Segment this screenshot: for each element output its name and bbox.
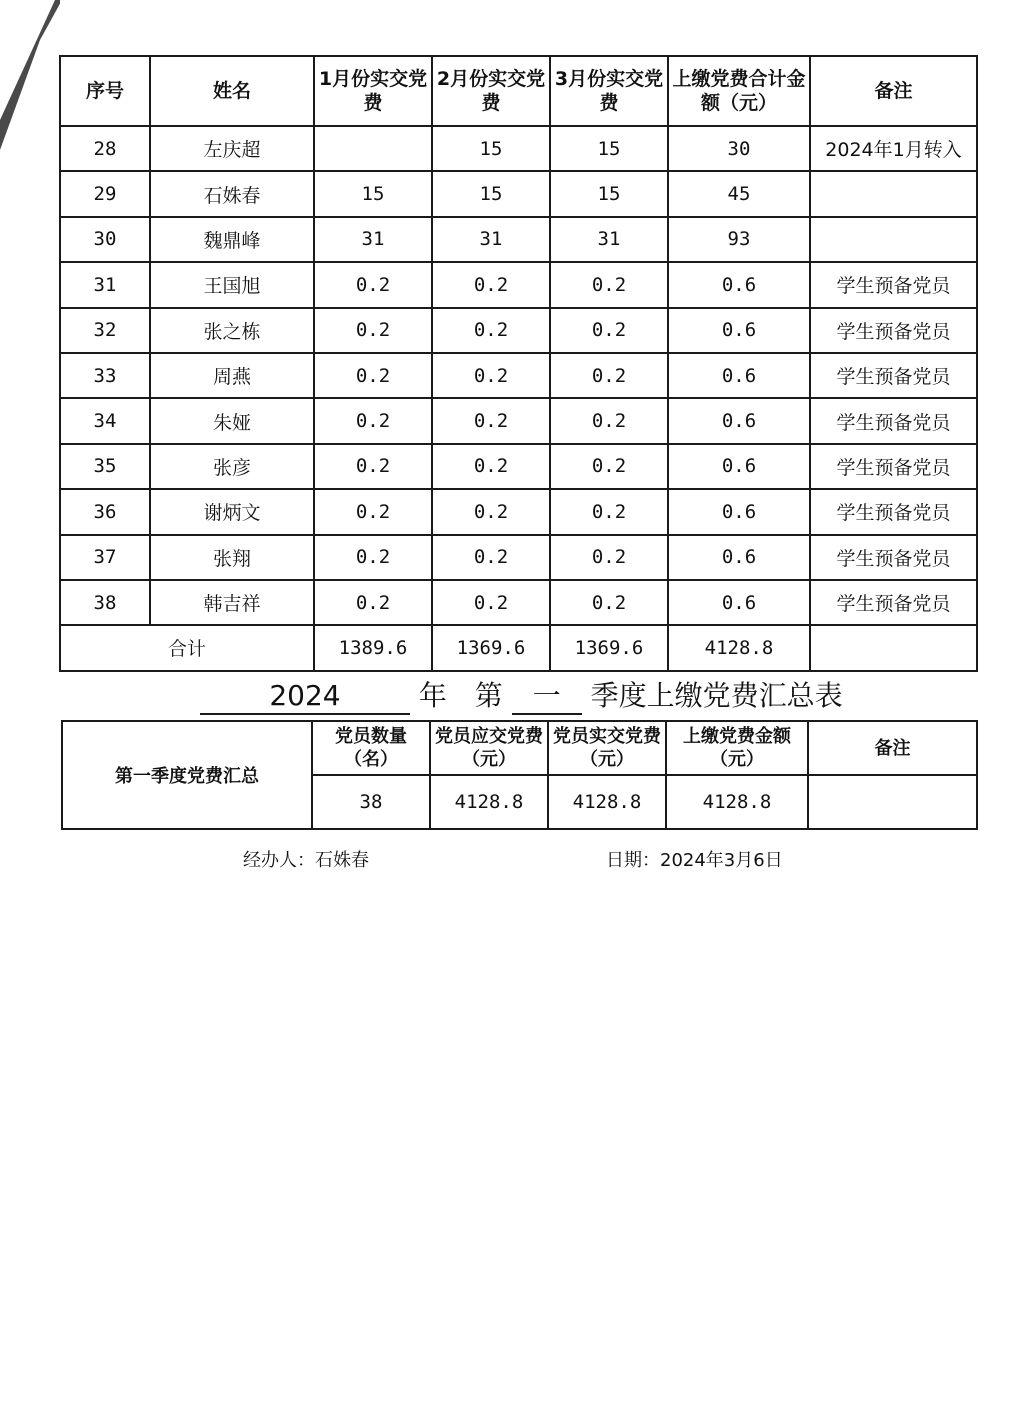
summary-paid: 4128.8 xyxy=(548,775,666,829)
row-total: 0.6 xyxy=(668,353,810,398)
table-body xyxy=(60,126,977,625)
title-year-suffix: 年 xyxy=(418,679,447,712)
row-name: 周燕 xyxy=(150,353,314,398)
row-index: 33 xyxy=(60,353,150,398)
summary-due: 4128.8 xyxy=(430,775,548,829)
row-total: 0.6 xyxy=(668,262,810,307)
table-row xyxy=(60,580,977,625)
row-mar: 0.2 xyxy=(550,353,668,398)
row-jan: 31 xyxy=(314,217,432,262)
row-name: 谢炳文 xyxy=(150,489,314,534)
summary-row-label: 第一季度党费汇总 xyxy=(62,721,312,829)
row-mar: 0.2 xyxy=(550,398,668,443)
summary-note xyxy=(808,775,977,829)
table-row xyxy=(60,353,977,398)
row-jan: 0.2 xyxy=(314,262,432,307)
table-row xyxy=(60,444,977,489)
row-total: 0.6 xyxy=(668,398,810,443)
date-label: 日期：2024年3月6日 xyxy=(606,850,783,871)
total-feb: 1369.6 xyxy=(432,625,550,670)
table-row xyxy=(60,535,977,580)
row-mar: 31 xyxy=(550,217,668,262)
row-index: 30 xyxy=(60,217,150,262)
row-name: 张彦 xyxy=(150,444,314,489)
row-note: 学生预备党员 xyxy=(810,580,977,625)
table-row xyxy=(60,262,977,307)
row-index: 31 xyxy=(60,262,150,307)
row-total: 0.6 xyxy=(668,308,810,353)
row-mar: 0.2 xyxy=(550,489,668,534)
row-index: 29 xyxy=(60,171,150,216)
row-feb: 0.2 xyxy=(432,398,550,443)
title-rest: 季度上缴党费汇总表 xyxy=(590,679,843,712)
total-sum: 4128.8 xyxy=(668,625,810,670)
summary-header-note: 备注 xyxy=(808,721,977,775)
row-note: 学生预备党员 xyxy=(810,444,977,489)
table-row xyxy=(60,217,977,262)
total-jan: 1389.6 xyxy=(314,625,432,670)
row-note: 学生预备党员 xyxy=(810,353,977,398)
row-name: 魏鼎峰 xyxy=(150,217,314,262)
summary-header-remit: 上缴党费金额（元） xyxy=(666,721,808,775)
total-mar: 1369.6 xyxy=(550,625,668,670)
row-name: 张之栋 xyxy=(150,308,314,353)
row-total: 30 xyxy=(668,126,810,171)
row-feb: 0.2 xyxy=(432,535,550,580)
row-note xyxy=(810,217,977,262)
row-mar: 0.2 xyxy=(550,262,668,307)
row-name: 石姝春 xyxy=(150,171,314,216)
row-mar: 0.2 xyxy=(550,308,668,353)
row-feb: 0.2 xyxy=(432,580,550,625)
table-row xyxy=(60,126,977,171)
row-mar: 0.2 xyxy=(550,580,668,625)
summary-header-row xyxy=(62,721,977,775)
row-total: 93 xyxy=(668,217,810,262)
row-feb: 0.2 xyxy=(432,308,550,353)
row-total: 0.6 xyxy=(668,535,810,580)
row-name: 张翔 xyxy=(150,535,314,580)
row-index: 32 xyxy=(60,308,150,353)
row-name: 左庆超 xyxy=(150,126,314,171)
title-di: 第 xyxy=(474,679,503,712)
row-total: 45 xyxy=(668,171,810,216)
row-note: 学生预备党员 xyxy=(810,262,977,307)
dues-detail-table xyxy=(59,55,978,672)
row-feb: 0.2 xyxy=(432,353,550,398)
row-jan: 0.2 xyxy=(314,489,432,534)
row-note: 学生预备党员 xyxy=(810,398,977,443)
row-name: 王国旭 xyxy=(150,262,314,307)
table-row xyxy=(60,171,977,216)
row-total: 0.6 xyxy=(668,489,810,534)
handler-signature: 经办人：石姝春 xyxy=(243,850,369,871)
row-index: 37 xyxy=(60,535,150,580)
quarter-summary-table xyxy=(61,720,978,830)
row-note: 2024年1月转入 xyxy=(810,126,977,171)
total-label: 合计 xyxy=(60,625,314,670)
row-mar: 15 xyxy=(550,171,668,216)
summary-remit: 4128.8 xyxy=(666,775,808,829)
row-jan: 0.2 xyxy=(314,398,432,443)
row-jan: 0.2 xyxy=(314,535,432,580)
row-feb: 0.2 xyxy=(432,489,550,534)
row-feb: 0.2 xyxy=(432,444,550,489)
header-index: 序号 xyxy=(60,56,150,126)
row-jan: 0.2 xyxy=(314,308,432,353)
row-note: 学生预备党员 xyxy=(810,308,977,353)
row-feb: 15 xyxy=(432,171,550,216)
row-mar: 0.2 xyxy=(550,444,668,489)
row-index: 28 xyxy=(60,126,150,171)
table-row xyxy=(60,308,977,353)
row-feb: 15 xyxy=(432,126,550,171)
title-quarter: 一 xyxy=(512,679,582,715)
table-header-row xyxy=(60,56,977,126)
row-mar: 15 xyxy=(550,126,668,171)
total-row xyxy=(60,625,977,670)
header-name: 姓名 xyxy=(150,56,314,126)
header-note: 备注 xyxy=(810,56,977,126)
header-feb: 2月份实交党费 xyxy=(432,56,550,126)
summary-header-due: 党员应交党费（元） xyxy=(430,721,548,775)
row-index: 34 xyxy=(60,398,150,443)
table-row xyxy=(60,489,977,534)
summary-count: 38 xyxy=(312,775,430,829)
row-total: 0.6 xyxy=(668,444,810,489)
row-index: 38 xyxy=(60,580,150,625)
row-total: 0.6 xyxy=(668,580,810,625)
row-note: 学生预备党员 xyxy=(810,535,977,580)
row-jan xyxy=(314,126,432,171)
page-edge-shadow xyxy=(0,0,60,150)
row-note: 学生预备党员 xyxy=(810,489,977,534)
summary-header-paid: 党员实交党费（元） xyxy=(548,721,666,775)
row-feb: 0.2 xyxy=(432,262,550,307)
header-jan: 1月份实交党费 xyxy=(314,56,432,126)
row-name: 韩吉祥 xyxy=(150,580,314,625)
total-note xyxy=(810,625,977,670)
row-index: 35 xyxy=(60,444,150,489)
row-jan: 0.2 xyxy=(314,444,432,489)
row-mar: 0.2 xyxy=(550,535,668,580)
header-mar: 3月份实交党费 xyxy=(550,56,668,126)
row-note xyxy=(810,171,977,216)
row-index: 36 xyxy=(60,489,150,534)
row-jan: 0.2 xyxy=(314,353,432,398)
row-feb: 31 xyxy=(432,217,550,262)
table-row xyxy=(60,398,977,443)
header-total-amount: 上缴党费合计金额（元） xyxy=(668,56,810,126)
title-year: 2024 xyxy=(200,679,410,715)
summary-header-count: 党员数量（名） xyxy=(312,721,430,775)
summary-title xyxy=(200,676,900,716)
row-jan: 0.2 xyxy=(314,580,432,625)
row-name: 朱娅 xyxy=(150,398,314,443)
row-jan: 15 xyxy=(314,171,432,216)
